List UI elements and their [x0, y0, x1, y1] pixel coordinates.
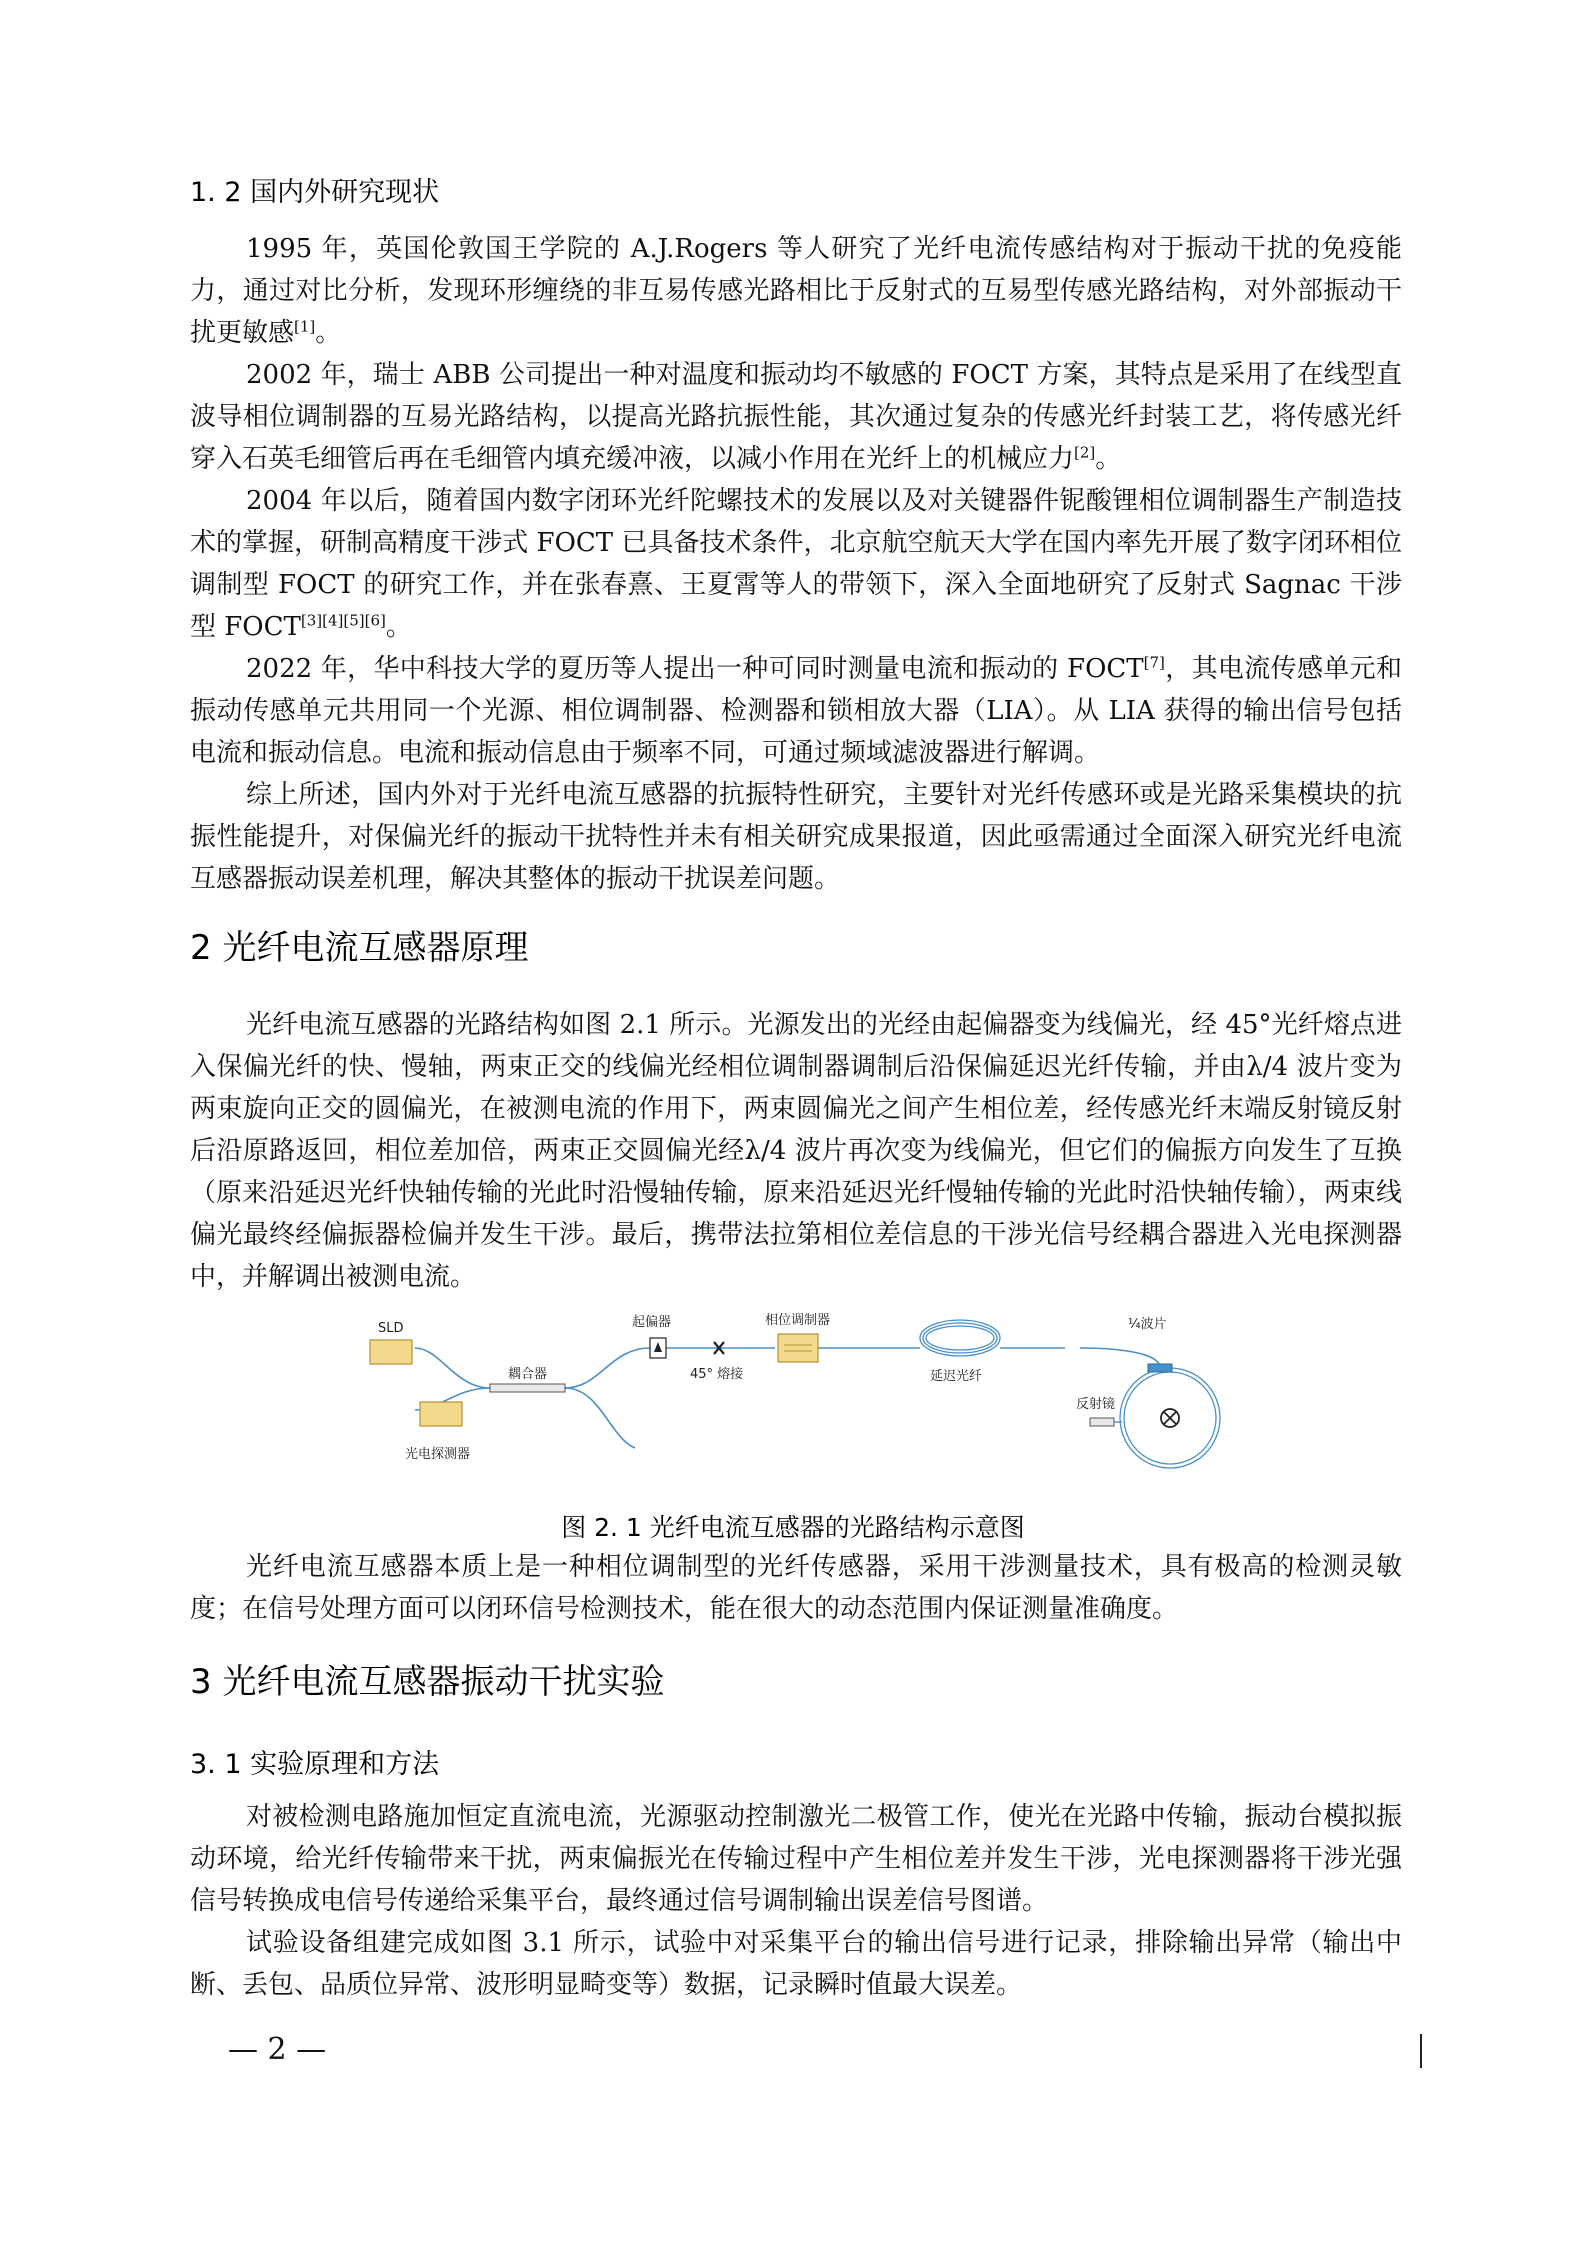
- section-heading-1-2: 1. 2 国内外研究现状: [190, 177, 440, 208]
- splice-label: 45° 熔接: [690, 1367, 744, 1382]
- polarizer-label: 起偏器: [632, 1315, 672, 1330]
- sld-source-box: [370, 1340, 412, 1364]
- page-number: — 2 —: [228, 2032, 327, 2067]
- coupler-box: [490, 1384, 565, 1392]
- mirror-label: 反射镜: [1076, 1397, 1116, 1412]
- section-heading-3-1: 3. 1 实验原理和方法: [190, 1749, 440, 1780]
- paragraph-rogers: 1995 年，英国伦敦国王学院的 A.J.Rogers 等人研究了光纤电流传感结构对于振动干扰的免疫能力，通过对比分析，发现环形缠绕的非互易传感光路相比于反射式的互易型传感光路结构，对外部振动干扰更敏感[1]。: [190, 234, 1402, 348]
- delay-fiber-coil: [920, 1320, 1000, 1356]
- mirror-box: [1090, 1418, 1114, 1426]
- detector-box: [420, 1402, 462, 1426]
- paragraph-experiment-method: 对被检测电路施加恒定直流电流，光源驱动控制激光二极管工作，使光在光路中传输，振动台模拟振动环境，给光纤传输带来干扰，两束偏振光在传输过程中产生相位差并发生干涉，光电探测器将干涉光强信号转换成电信号传递给采集平台，最终通过信号调制输出误差信号图谱。: [190, 1802, 1402, 1916]
- figure-caption: 图 2. 1 光纤电流互感器的光路结构示意图: [561, 1513, 1025, 1542]
- optical-path-diagram: [360, 1298, 1240, 1478]
- citation-ref: [7]: [1143, 653, 1165, 672]
- sld-label: SLD: [378, 1321, 404, 1336]
- phase-modulator-box: [778, 1334, 818, 1362]
- citation-ref: [3][4][5][6]: [300, 611, 386, 630]
- wave-plate-label: ¼波片: [1128, 1317, 1167, 1332]
- fiber-lines: [415, 1348, 1160, 1448]
- paragraph-2004: 2004 年以后，随着国内数字闭环光纤陀螺技术的发展以及对关键器件铌酸锂相位调制器生产制造技术的掌握，研制高精度干涉式 FOCT 已具备技术条件，北京航空航天大学在国内率先开展了数字闭环相位调制型 FOCT 的研究工作，并在张春熹、王夏霄等人的带领下，深入全面地研究了反射式 Sagnac 干涉型 FOCT[3][4][5][6]。: [190, 486, 1402, 642]
- section-heading-3: 3 光纤电流互感器振动干扰实验: [190, 1662, 665, 1702]
- paragraph-2022: 2022 年，华中科技大学的夏历等人提出一种可同时测量电流和振动的 FOCT[7]，其电流传感单元和振动传感单元共用同一个光源、相位调制器、检测器和锁相放大器（LIA）。从 LIA 获得的输出信号包括电流和振动信息。电流和振动信息由于频率不同，可通过频域滤波器进行解调。: [190, 653, 1402, 768]
- quarter-wave-plate-box: [1148, 1364, 1172, 1372]
- detector-label: 光电探测器: [405, 1447, 471, 1462]
- citation-ref: [1]: [294, 317, 316, 336]
- paragraph-abb: 2002 年，瑞士 ABB 公司提出一种对温度和振动均不敏感的 FOCT 方案，其特点是采用了在线型直波导相位调制器的互易光路结构，以提高光路抗振性能，其次通过复杂的传感光纤封装工艺，将传感光纤穿入石英毛细管后再在毛细管内填充缓冲液，以减小作用在光纤上的机械应力[2]。: [190, 360, 1402, 474]
- paragraph-principle: 光纤电流互感器的光路结构如图 2.1 所示。光源发出的光经由起偏器变为线偏光，经 45°光纤熔点进入保偏光纤的快、慢轴，两束正交的线偏光经相位调制器调制后沿保偏延迟光纤传输，并由λ/4 波片变为两束旋向正交的圆偏光，在被测电流的作用下，两束圆偏光之间产生相位差，经传感光纤末端反射镜反射后沿原路返回，相位差加倍，两束正交圆偏光经λ/4 波片再次变为线偏光，但它们的偏振方向发生了互换（原来沿延迟光纤快轴传输的光此时沿慢轴传输，原来沿延迟光纤慢轴传输的光此时沿快轴传输），两束线偏光最终经偏振器检偏并发生干涉。最后，携带法拉第相位差信息的干涉光信号经耦合器进入光电探测器中，并解调出被测电流。: [190, 1010, 1402, 1292]
- paragraph-summary: 综上所述，国内外对于光纤电流互感器的抗振特性研究，主要针对光纤传感环或是光路采集模块的抗振性能提升，对保偏光纤的振动干扰特性并未有相关研究成果报道，因此亟需通过全面深入研究光纤电流互感器振动误差机理，解决其整体的振动干扰误差问题。: [190, 780, 1402, 894]
- current-conductor-icon: [1161, 1409, 1179, 1427]
- margin-rule: [1420, 2034, 1422, 2068]
- section-heading-2: 2 光纤电流互感器原理: [190, 928, 529, 968]
- coupler-label: 耦合器: [508, 1367, 548, 1382]
- paragraph-experiment-setup: 试验设备组建完成如图 3.1 所示，试验中对采集平台的输出信号进行记录，排除输出异常（输出中断、丢包、品质位异常、波形明显畸变等）数据，记录瞬时值最大误差。: [190, 1928, 1402, 2000]
- delay-fiber-label: 延迟光纤: [930, 1369, 983, 1384]
- citation-ref: [2]: [1074, 443, 1096, 462]
- modulator-label: 相位调制器: [765, 1313, 831, 1328]
- paragraph-foct-nature: 光纤电流互感器本质上是一种相位调制型的光纤传感器，采用干涉测量技术，具有极高的检测灵敏度；在信号处理方面可以闭环信号检测技术，能在很大的动态范围内保证测量准确度。: [190, 1552, 1402, 1624]
